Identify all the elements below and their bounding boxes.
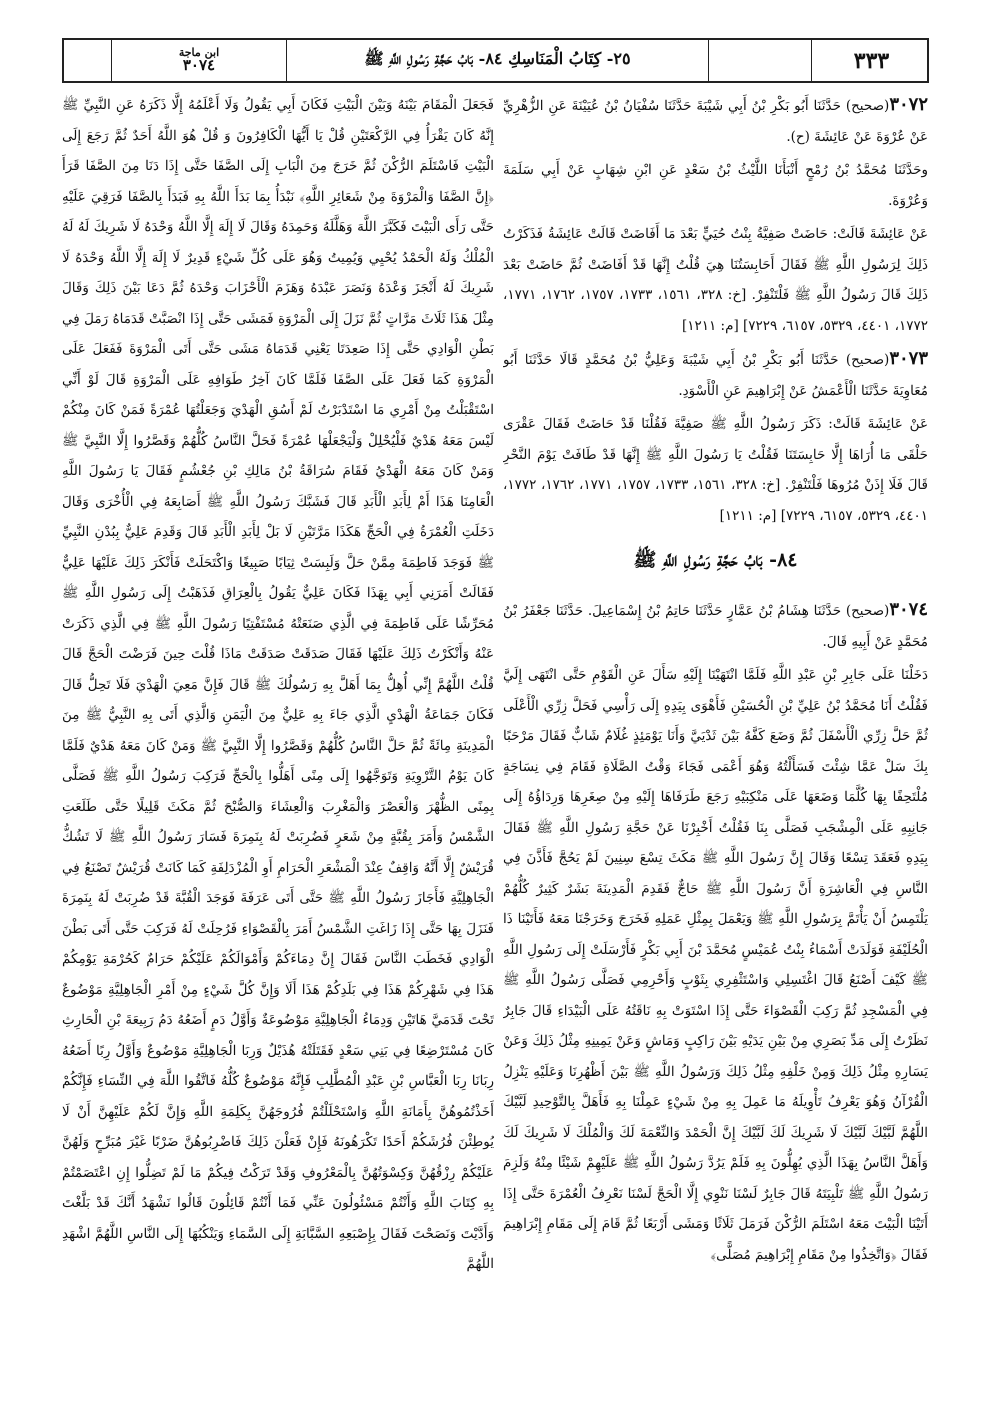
header-book-number: ٣٠٧٤ (182, 56, 216, 75)
header-blank-cell-2 (708, 40, 811, 81)
hadith-3072-isnad-2: وحَدَّثَنَا مُحَمَّدُ بْنُ رُمْحٍ أَنْبَأَنَا اللَّيْثُ بْنُ سَعْدٍ عَنِ ابْنِ شِهَابٍ عَنْ أَبِي سَلَمَةَ وَعُرْوَةَ. (503, 162, 928, 209)
header-title-cell (286, 40, 708, 81)
header-book-reference (111, 40, 286, 81)
hadith-3072-isnad (503, 90, 928, 152)
hadith-3073-matn: عَنْ عَائِشَةَ قَالَتْ: ذَكَرَ رَسُولُ اللَّهِ ﷺ صَفِيَّةَ فَقُلْنَا قَدْ حَاضَتْ فَقَالَ عَقْرَى حَلْقَى مَا أُرَاهَا إِلَّا حَابِسَتَنَا فَقُلْتُ يَا رَسُولَ اللَّهِ ﷺ إِنَّهَا قَدْ طَافَتْ يَوْمَ النَّحْرِ قَالَ فَلَا إِذَنْ مُرُوهَا فَلْتَنْفِرْ. [خ: ٣٢٨، ١٥٦١، ١٧٣٣، ١٧٥٧، ١٧٧١، ١٧٦٢، ١٧٧٢، ٤٤٠١، ٥٣٢٩، ٦١٥٧، ٧٢٢٩] [م: ١٢١١] (503, 416, 928, 524)
header-title: ٢٥- كِتَابُ الْمَنَاسِكِ ٨٤- بَابُ حَجَّةِ رَسُولِ اللَّهِ ﷺ (364, 49, 631, 68)
hadith-3074-matn: دَخَلْنَا عَلَى جَابِرِ بْنِ عَبْدِ اللَّهِ فَلَمَّا انْتَهَيْنَا إِلَيْهِ سَأَلَ عَنِ الْقَوْمِ حَتَّى انْتَهَى إِلَيَّ فَقُلْتُ أَنَا مُحَمَّدُ بْنُ عَلِيِّ بْنِ الْحُسَيْنِ فَأَهْوَى بِيَدِهِ إِلَى رَأْسِي فَحَلَّ زِرِّي الْأَعْلَى ثُمَّ حَلَّ زِرِّي الْأَسْفَلَ ثُمَّ وَضَعَ كَفَّهُ بَيْنَ ثَدْيَيَّ وَأَنَا يَوْمَئِذٍ غُلَامٌ شَابٌّ فَقَالَ مَرْحَبًا بِكَ سَلْ عَمَّا شِئْتَ فَسَأَلْتُهُ وَهُوَ أَعْمَى فَجَاءَ وَقْتُ الصَّلَاةِ فَقَامَ فِي نِسَاجَةٍ مُلْتَحِفًا بِهَا كُلَّمَا وَضَعَهَا عَلَى مَنْكِبَيْهِ رَجَعَ طَرَفَاهَا إِلَيْهِ مِنْ صِغَرِهَا وَرِدَاؤُهُ إِلَى جَانِبِهِ عَلَى الْمِشْجَبِ فَصَلَّى بِنَا فَقُلْتُ أَخْبِرْنَا عَنْ حَجَّةِ رَسُولِ اللَّهِ ﷺ فَقَالَ بِيَدِهِ فَعَقَدَ تِسْعًا وَقَالَ إِنَّ رَسُولَ اللَّهِ ﷺ مَكَثَ تِسْعَ سِنِينَ لَمْ يَحُجَّ فَأَذَّنَ فِي النَّاسِ فِي الْعَاشِرَةِ أَنَّ رَسُولَ اللَّهِ ﷺ حَاجٌّ فَقَدِمَ الْمَدِينَةَ بَشَرٌ كَثِيرٌ كُلُّهُمْ يَلْتَمِسُ أَنْ يَأْتَمَّ بِرَسُولِ اللَّهِ ﷺ وَيَعْمَلَ بِمِثْلِ عَمَلِهِ فَخَرَجَ وَخَرَجْنَا مَعَهُ فَأَتَيْنَا ذَا الْحُلَيْفَةِ فَوَلَدَتْ أَسْمَاءُ بِنْتُ عُمَيْسٍ مُحَمَّدَ بْنَ أَبِي بَكْرٍ فَأَرْسَلَتْ إِلَى رَسُولِ اللَّهِ ﷺ كَيْفَ أَصْنَعُ قَالَ اغْتَسِلِي وَاسْتَثْفِرِي بِثَوْبٍ وَأَحْرِمِي فَصَلَّى رَسُولُ اللَّهِ ﷺ فِي الْمَسْجِدِ ثُمَّ رَكِبَ الْقَصْوَاءَ حَتَّى إِذَا اسْتَوَتْ بِهِ نَاقَتُهُ عَلَى الْبَيْدَاءِ قَالَ جَابِرٌ نَظَرْتُ إِلَى مَدِّ بَصَرِي مِنْ بَيْنِ يَدَيْهِ بَيْنَ رَاكِبٍ وَمَاشٍ وَعَنْ يَمِينِهِ مِثْلُ ذَلِكَ وَعَنْ يَسَارِهِ مِثْلُ ذَلِكَ وَمِنْ خَلْفِهِ مِثْلُ ذَلِكَ وَرَسُولُ اللَّهِ ﷺ بَيْنَ أَظْهُرِنَا وَعَلَيْهِ يَنْزِلُ الْقُرْآنُ وَهُوَ يَعْرِفُ تَأْوِيلَهُ مَا عَمِلَ بِهِ مِنْ شَيْءٍ عَمِلْنَا بِهِ فَأَهَلَّ بِالتَّوْحِيدِ لَبَّيْكَ اللَّهُمَّ لَبَّيْكَ لَبَّيْكَ لَا شَرِيكَ لَكَ لَبَّيْكَ إِنَّ الْحَمْدَ وَالنِّعْمَةَ لَكَ وَالْمُلْكَ لَا شَرِيكَ لَكَ وَأَهَلَّ النَّاسُ بِهَذَا الَّذِي يُهِلُّونَ بِهِ فَلَمْ يَرُدَّ رَسُولُ اللَّهِ ﷺ عَلَيْهِمْ شَيْئًا مِنْهُ وَلَزِمَ رَسُولُ اللَّهِ ﷺ تَلْبِيَتَهُ قَالَ جَابِرٌ لَسْنَا نَنْوِي إِلَّا الْحَجَّ لَسْنَا نَعْرِفُ الْعُمْرَةَ حَتَّى إِذَا أَتَيْنَا الْبَيْتَ مَعَهُ اسْتَلَمَ الرُّكْنَ فَرَمَلَ ثَلَاثًا وَمَشَى أَرْبَعًا ثُمَّ قَامَ إِلَى مَقَامِ إِبْرَاهِيمَ فَقَالَ ﴿وَاتَّخِذُوا مِنْ مَقَامِ إِبْرَاهِيمَ مُصَلًّى﴾ (503, 667, 928, 1263)
chapter-heading: ٨٤- بَابُ حَجَّةِ رَسُولِ اللَّهِ ﷺ (633, 549, 798, 571)
page-number: ٣٣٣ (853, 47, 890, 74)
left-text-column (62, 90, 494, 1380)
hadith-isnad-text: (صحيح) حَدَّثَنَا أَبُو بَكْرِ بْنُ أَبِي شَيْبَةَ حَدَّثَنَا سُفْيَانُ بْنُ عُيَيْنَةَ عَنِ الزُّهْرِيِّ عَنْ عُرْوَةَ عَنْ عَائِشَةَ (ح). (503, 98, 928, 145)
hadith-number: ٣٠٧٤ (889, 599, 928, 620)
header-book-name: ابن ماجة (178, 45, 220, 59)
hadith-isnad-text: (صحيح) حَدَّثَنَا هِشَامُ بْنُ عَمَّارٍ حَدَّثَنَا حَاتِمُ بْنُ إِسْمَاعِيلَ. حَدَّثَنَا جَعْفَرُ بْنُ مُحَمَّدٍ عَنْ أَبِيهِ قَالَ. (503, 603, 928, 650)
header-page-cell (811, 40, 931, 81)
running-header (62, 38, 929, 83)
hadith-3073-isnad (503, 344, 928, 406)
hadith-isnad-text: (صحيح) حَدَّثَنَا أَبُو بَكْرِ بْنُ أَبِي شَيْبَةَ وَعَلِيُّ بْنُ مُحَمَّدٍ قَالَا حَدَّثَنَا أَبُو مُعَاوِيَةَ حَدَّثَنَا الْأَعْمَشُ عَنْ إِبْرَاهِيمَ عَنِ الْأَسْوَدِ. (503, 352, 928, 399)
hadith-3074-isnad (503, 595, 928, 657)
right-text-column (503, 90, 928, 1380)
hadith-number: ٣٠٧٣ (889, 348, 928, 369)
hadith-number: ٣٠٧٢ (889, 94, 928, 115)
hadith-3072-matn: عَنْ عَائِشَةَ قَالَتْ: حَاضَتْ صَفِيَّةُ بِنْتُ حُيَيٍّ بَعْدَ مَا أَفَاضَتْ قَالَتْ عَائِشَةُ فَذَكَرْتُ ذَلِكَ لِرَسُولِ اللَّهِ ﷺ فَقَالَ أَحَابِسَتُنَا هِيَ قُلْتُ إِنَّهَا قَدْ أَفَاضَتْ ثُمَّ حَاضَتْ بَعْدَ ذَلِكَ قَالَ رَسُولُ اللَّهِ ﷺ فَلْتَنْفِرْ. [خ: ٣٢٨، ١٥٦١، ١٧٣٣، ١٧٥٧، ١٧٦٢، ١٧٧١، ١٧٧٢، ٤٤٠١، ٥٣٢٩، ٦١٥٧، ٧٢٢٩] [م: ١٢١١] (503, 226, 928, 334)
header-blank-cell (64, 40, 111, 81)
hadith-3074-continuation: فَجَعَلَ الْمَقَامَ بَيْنَهُ وَبَيْنَ الْبَيْتِ فَكَانَ أَبِي يَقُولُ وَلَا أَعْلَمُهُ إِلَّا ذَكَرَهُ عَنِ النَّبِيِّ ﷺ إِنَّهُ كَانَ يَقْرَأُ فِي الرَّكْعَتَيْنِ قُلْ يَا أَيُّهَا الْكَافِرُونَ وَ قُلْ هُوَ اللَّهُ أَحَدٌ ثُمَّ رَجَعَ إِلَى الْبَيْتِ فَاسْتَلَمَ الرُّكْنَ ثُمَّ خَرَجَ مِنَ الْبَابِ إِلَى الصَّفَا حَتَّى إِذَا دَنَا مِنَ الصَّفَا قَرَأَ ﴿إِنَّ الصَّفَا وَالْمَرْوَةَ مِنْ شَعَائِرِ اللَّهِ﴾ نَبْدَأُ بِمَا بَدَأَ اللَّهُ بِهِ فَبَدَأَ بِالصَّفَا فَرَقِيَ عَلَيْهِ حَتَّى رَأَى الْبَيْتَ فَكَبَّرَ اللَّهَ وَهَلَّلَهُ وَحَمِدَهُ وَقَالَ لَا إِلَهَ إِلَّا اللَّهُ وَحْدَهُ لَا شَرِيكَ لَهُ لَهُ الْمُلْكُ وَلَهُ الْحَمْدُ يُحْيِي وَيُمِيتُ وَهُوَ عَلَى كُلِّ شَيْءٍ قَدِيرٌ لَا إِلَهَ إِلَّا اللَّهُ وَحْدَهُ لَا شَرِيكَ لَهُ أَنْجَزَ وَعْدَهُ وَنَصَرَ عَبْدَهُ وَهَزَمَ الْأَحْزَابَ وَحْدَهُ ثُمَّ دَعَا بَيْنَ ذَلِكَ وَقَالَ مِثْلَ هَذَا ثَلَاثَ مَرَّاتٍ ثُمَّ نَزَلَ إِلَى الْمَرْوَةِ فَمَشَى حَتَّى إِذَا انْصَبَّتْ قَدَمَاهُ رَمَلَ فِي بَطْنِ الْوَادِي حَتَّى إِذَا صَعِدَتَا يَعْنِي قَدَمَاهُ مَشَى حَتَّى أَتَى الْمَرْوَةَ فَفَعَلَ عَلَى الْمَرْوَةِ كَمَا فَعَلَ عَلَى الصَّفَا فَلَمَّا كَانَ آخِرُ طَوَافِهِ عَلَى الْمَرْوَةِ قَالَ لَوْ أَنِّي اسْتَقْبَلْتُ مِنْ أَمْرِي مَا اسْتَدْبَرْتُ لَمْ أَسُقِ الْهَدْيَ وَجَعَلْتُهَا عُمْرَةً فَمَنْ كَانَ مِنْكُمْ لَيْسَ مَعَهُ هَدْيٌ فَلْيُحْلِلْ وَلْيَجْعَلْهَا عُمْرَةً فَحَلَّ النَّاسُ كُلُّهُمْ وَقَصَّرُوا إِلَّا النَّبِيَّ ﷺ وَمَنْ كَانَ مَعَهُ الْهَدْيُ فَقَامَ سُرَاقَةُ بْنُ مَالِكِ بْنِ جُعْشُمٍ فَقَالَ يَا رَسُولَ اللَّهِ الْعَامِنَا هَذَا أَمْ لِأَبَدِ الْأَبَدِ قَالَ فَشَبَّكَ رَسُولُ اللَّهِ ﷺ أَصَابِعَهُ فِي الْأُخْرَى وَقَالَ دَخَلَتِ الْعُمْرَةُ فِي الْحَجِّ هَكَذَا مَرَّتَيْنِ لَا بَلْ لِأَبَدِ الْأَبَدِ قَالَ وَقَدِمَ عَلِيٌّ بِبُدْنِ النَّبِيِّ ﷺ فَوَجَدَ فَاطِمَةَ مِمَّنْ حَلَّ وَلَبِسَتْ ثِيَابًا صَبِيغًا وَاكْتَحَلَتْ فَأَنْكَرَ ذَلِكَ عَلَيْهَا عَلِيٌّ فَقَالَتْ أَمَرَنِي أَبِي بِهَذَا فَكَانَ عَلِيٌّ يَقُولُ بِالْعِرَاقِ فَذَهَبْتُ إِلَى رَسُولِ اللَّهِ ﷺ مُحَرِّشًا عَلَى فَاطِمَةَ فِي الَّذِي صَنَعَتْهُ مُسْتَفْتِيًا رَسُولَ اللَّهِ ﷺ فِي الَّذِي ذَكَرَتْ عَنْهُ وَأَنْكَرْتُ ذَلِكَ عَلَيْهَا فَقَالَ صَدَقَتْ صَدَقَتْ مَاذَا قُلْتَ حِينَ فَرَضْتَ الْحَجَّ قَالَ قُلْتُ اللَّهُمَّ إِنِّي أُهِلُّ بِمَا أَهَلَّ بِهِ رَسُولُكَ ﷺ قَالَ فَإِنَّ مَعِيَ الْهَدْيَ فَلَا تَحِلُّ قَالَ فَكَانَ جَمَاعَةُ الْهَدْيِ الَّذِي جَاءَ بِهِ عَلِيٌّ مِنَ الْيَمَنِ وَالَّذِي أَتَى بِهِ النَّبِيُّ ﷺ مِنَ الْمَدِينَةِ مِائَةً ثُمَّ حَلَّ النَّاسُ كُلُّهُمْ وَقَصَّرُوا إِلَّا النَّبِيَّ ﷺ وَمَنْ كَانَ مَعَهُ هَدْيٌ فَلَمَّا كَانَ يَوْمُ التَّرْوِيَةِ وَتَوَجَّهُوا إِلَى مِنًى أَهَلُّوا بِالْحَجِّ فَرَكِبَ رَسُولُ اللَّهِ ﷺ فَصَلَّى بِمِنًى الظُّهْرَ وَالْعَصْرَ وَالْمَغْرِبَ وَالْعِشَاءَ وَالصُّبْحَ ثُمَّ مَكَثَ قَلِيلًا حَتَّى طَلَعَتِ الشَّمْسُ وَأَمَرَ بِقُبَّةٍ مِنْ شَعَرٍ فَضُرِبَتْ لَهُ بِنَمِرَةَ فَسَارَ رَسُولُ اللَّهِ ﷺ لَا تَشُكُّ قُرَيْشٌ إِلَّا أَنَّهُ وَاقِفٌ عِنْدَ الْمَشْعَرِ الْحَرَامِ أَوِ الْمُزْدَلِفَةِ كَمَا كَانَتْ قُرَيْشٌ تَصْنَعُ فِي الْجَاهِلِيَّةِ فَأَجَازَ رَسُولُ اللَّهِ ﷺ حَتَّى أَتَى عَرَفَةَ فَوَجَدَ الْقُبَّةَ قَدْ ضُرِبَتْ لَهُ بِنَمِرَةَ فَنَزَلَ بِهَا حَتَّى إِذَا زَاغَتِ الشَّمْسُ أَمَرَ بِالْقَصْوَاءِ فَرُحِلَتْ لَهُ فَرَكِبَ حَتَّى أَتَى بَطْنَ الْوَادِي فَخَطَبَ النَّاسَ فَقَالَ إِنَّ دِمَاءَكُمْ وَأَمْوَالَكُمْ عَلَيْكُمْ حَرَامٌ كَحُرْمَةِ يَوْمِكُمْ هَذَا فِي شَهْرِكُمْ هَذَا فِي بَلَدِكُمْ هَذَا أَلَا وَإِنَّ كُلَّ شَيْءٍ مِنْ أَمْرِ الْجَاهِلِيَّةِ مَوْضُوعٌ تَحْتَ قَدَمَيَّ هَاتَيْنِ وَدِمَاءُ الْجَاهِلِيَّةِ مَوْضُوعَةٌ وَأَوَّلُ دَمٍ أَضَعُهُ دَمُ رَبِيعَةَ بْنِ الْحَارِثِ كَانَ مُسْتَرْضِعًا فِي بَنِي سَعْدٍ فَقَتَلَتْهُ هُذَيْلٌ وَرِبَا الْجَاهِلِيَّةِ مَوْضُوعٌ وَأَوَّلُ رِبًا أَضَعُهُ رِبَانَا رِبَا الْعَبَّاسِ بْنِ عَبْدِ الْمُطَّلِبِ فَإِنَّهُ مَوْضُوعٌ كُلُّهُ فَاتَّقُوا اللَّهَ فِي النِّسَاءِ فَإِنَّكُمْ أَخَذْتُمُوهُنَّ بِأَمَانَةِ اللَّهِ وَاسْتَحْلَلْتُمْ فُرُوجَهُنَّ بِكَلِمَةِ اللَّهِ وَإِنَّ لَكُمْ عَلَيْهِنَّ أَنْ لَا يُوطِئْنَ فُرُشَكُمْ أَحَدًا تَكْرَهُونَهُ فَإِنْ فَعَلْنَ ذَلِكَ فَاضْرِبُوهُنَّ ضَرْبًا غَيْرَ مُبَرِّحٍ وَلَهُنَّ عَلَيْكُمْ رِزْقُهُنَّ وَكِسْوَتُهُنَّ بِالْمَعْرُوفِ وَقَدْ تَرَكْتُ فِيكُمْ مَا لَمْ تَضِلُّوا إِنِ اعْتَصَمْتُمْ بِهِ كِتَابَ اللَّهِ وَأَنْتُمْ مَسْئُولُونَ عَنِّي فَمَا أَنْتُمْ قَائِلُونَ قَالُوا نَشْهَدُ أَنَّكَ قَدْ بَلَّغْتَ وَأَدَّيْتَ وَنَصَحْتَ فَقَالَ بِإِصْبَعِهِ السَّبَّابَةِ إِلَى السَّمَاءِ وَيَنْكُبُهَا إِلَى النَّاسِ اللَّهُمَّ اشْهَدِ اللَّهُمَّ (62, 97, 494, 1272)
